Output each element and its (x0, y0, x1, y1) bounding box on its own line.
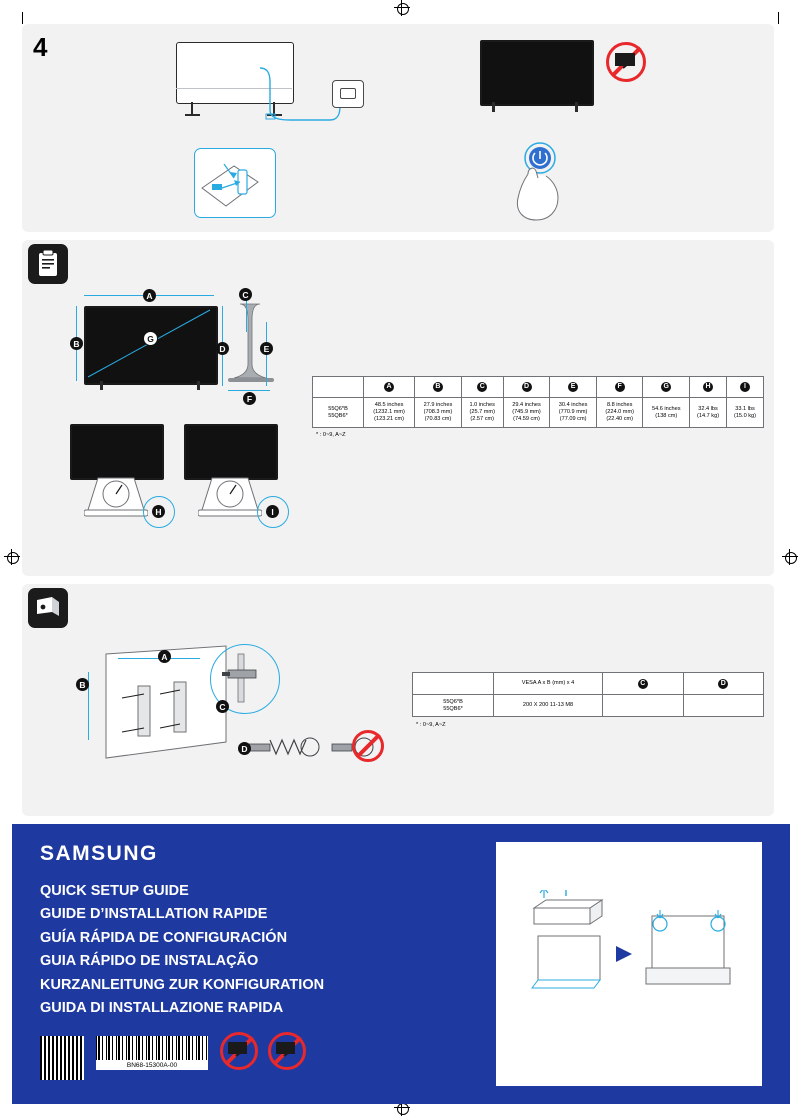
spec-table-row (313, 398, 764, 428)
tv-illustration-on (480, 40, 594, 106)
wall-label-c: C (216, 700, 229, 713)
spec-c-l3: (2.57 cm) (470, 415, 495, 422)
header-dot-e: E (568, 382, 578, 392)
header-dot-g: G (661, 382, 671, 392)
tv-dim-leg-right (197, 381, 200, 390)
barcode-text: BN68-15300A-00 (126, 1062, 178, 1069)
vesa-table-footnote: * : 0~9, A~Z (416, 722, 446, 728)
screw-detail-drawing (214, 648, 274, 708)
spec-b-l3: (70.83 cm) (424, 415, 452, 422)
vesa-model-line-1: 55Q6*B (443, 698, 463, 705)
title-de: KURZANLEITUNG ZUR KONFIGURATION (40, 976, 325, 993)
label-d: D (216, 342, 229, 355)
spec-header-g (643, 377, 690, 398)
spec-g-l1: 54.6 inches (651, 405, 681, 412)
vesa-dot-d: D (718, 679, 728, 689)
model-line-2: 55QB6* (328, 412, 348, 419)
tv-weight-with-stand (184, 424, 278, 480)
spec-header-e (550, 377, 597, 398)
spec-header-i (727, 377, 764, 398)
dimension-line-c (246, 298, 247, 332)
weight-scale-right (198, 476, 262, 528)
title-pt: GUIA RÁPIDO DE INSTALAÇÃO (40, 953, 259, 970)
spec-f-l2: (224.0 mm) (605, 409, 634, 415)
label-c: C (239, 288, 252, 301)
spec-d-l1: 29.4 inches (512, 402, 541, 409)
cover-unpack-illustration (520, 890, 740, 1040)
vesa-row-model (413, 695, 494, 717)
specs-icon-box (28, 244, 68, 284)
panel-step-4 (22, 24, 774, 232)
header-dot-c: C (477, 382, 487, 392)
label-a: A (143, 289, 156, 302)
spec-d-l2: (745.9 mm) (512, 409, 541, 415)
tv-foot-left (185, 114, 200, 116)
title-es: GUÍA RÁPIDA DE CONFIGURACIÓN (40, 929, 288, 946)
spec-header-a (364, 377, 415, 398)
spec-e-l3: (77.09 cm) (559, 415, 587, 422)
vesa-table-row (413, 695, 764, 717)
wall-label-d: D (238, 742, 251, 755)
cover-title-list (40, 880, 460, 1021)
label-i: I (266, 505, 279, 518)
spec-b-l1: 27.9 inches (423, 402, 453, 409)
title-fr: GUIDE D’INSTALLATION RAPIDE (40, 906, 268, 923)
spec-b-l2: (708.3 mm) (423, 409, 453, 415)
tv-on-leg-right (575, 102, 578, 112)
samsung-logo: SAMSUNG (40, 842, 158, 865)
model-line-1: 55Q6*B (328, 405, 348, 412)
crop-line-top-left (22, 12, 23, 24)
vesa-header-text: VESA A x B (mm) x 4 (521, 680, 575, 686)
spec-h-l1: 32.4 lbs (698, 405, 718, 412)
wall-mount-icon (28, 588, 68, 628)
spec-d-l3: (74.59 cm) (513, 415, 540, 422)
spec-cell-e (550, 398, 597, 428)
clipboard-icon (28, 244, 68, 284)
tv-dim-leg-left (100, 381, 103, 390)
cover-warning-inner-1 (226, 1038, 252, 1064)
spec-i-l1: 33.1 lbs (735, 405, 755, 412)
spec-table-header-row (313, 377, 764, 398)
spec-header-b (415, 377, 462, 398)
label-h: H (152, 505, 165, 518)
spec-c-l1: 1.0 inches (469, 402, 495, 409)
spec-f-l3: (22.40 cm) (606, 415, 634, 422)
specification-table (312, 376, 764, 428)
spec-table-footnote: * : 0~9, A~Z (316, 432, 346, 438)
spec-cell-d (503, 398, 550, 428)
spec-e-l1: 30.4 inches (558, 402, 588, 409)
no-touch-screen-inner-icon (612, 48, 640, 76)
spec-a-l2: (1232.1 mm) (373, 409, 405, 415)
vesa-header-size (494, 673, 603, 695)
spec-a-l1: 48.5 inches (374, 402, 404, 409)
vesa-header-blank (413, 673, 494, 695)
spec-header-f (596, 377, 643, 398)
vesa-dot-c: C (638, 679, 648, 689)
header-dot-d: D (522, 382, 532, 392)
label-b: B (70, 337, 83, 350)
tv-weight-panel-only (70, 424, 164, 480)
spec-e-l2: (770.9 mm) (558, 409, 588, 415)
spec-cell-a (364, 398, 415, 428)
cover-warning-inner-2 (274, 1038, 300, 1064)
spec-g-l2: (138 cm) (655, 412, 678, 419)
barcode (96, 1036, 208, 1070)
wall-outlet-socket (340, 88, 356, 99)
spec-header-h (690, 377, 727, 398)
wall-label-b: B (76, 678, 89, 691)
step-number: 4 (33, 32, 48, 62)
label-e: E (260, 342, 273, 355)
vesa-header-c (603, 673, 684, 695)
qr-code (40, 1036, 84, 1080)
spec-i-l2: (15.0 kg) (733, 412, 757, 419)
weight-scale-left (84, 476, 148, 528)
spec-header-d (503, 377, 550, 398)
registration-mark-left (4, 549, 20, 565)
spec-a-l3: (123.21 cm) (374, 415, 404, 422)
vesa-cell-c (603, 695, 684, 717)
header-dot-i: I (740, 382, 750, 392)
spec-f-l1: 8.8 inches (606, 402, 633, 409)
spec-cell-h (690, 398, 727, 428)
vesa-cell-d (683, 695, 764, 717)
vesa-table (412, 672, 764, 717)
spec-row-model (313, 398, 364, 428)
spec-header-c (461, 377, 503, 398)
spec-cell-c (461, 398, 503, 428)
wall-label-a: A (158, 650, 171, 663)
vesa-model-line-2: 55QB6* (443, 705, 463, 712)
wall-mount-icon-box (28, 588, 68, 628)
title-it: GUIDA DI INSTALLAZIONE RAPIDA (40, 1000, 284, 1017)
label-f: F (243, 392, 256, 405)
spec-header-blank (313, 377, 364, 398)
remote-power-button-illustration (498, 140, 578, 230)
header-dot-h: H (703, 382, 713, 392)
spec-cell-g (643, 398, 690, 428)
vesa-header-row (413, 673, 764, 695)
crop-line-top-right (778, 12, 779, 24)
vesa-cell-size: 200 X 200 11-13 M8 (494, 695, 603, 717)
spec-cell-b (415, 398, 462, 428)
registration-mark-top (394, 0, 410, 16)
spec-h-l2: (14.7 kg) (696, 412, 720, 419)
spec-c-l2: (25.7 mm) (469, 409, 495, 415)
spec-cell-i (727, 398, 764, 428)
spec-cell-f (596, 398, 643, 428)
registration-mark-right (782, 549, 798, 565)
no-spacer-warning-icon (352, 730, 384, 762)
header-dot-a: A (384, 382, 394, 392)
screw-spacer-ok-illustration (238, 728, 326, 772)
title-en: QUICK SETUP GUIDE (40, 883, 189, 899)
dimension-line-f (228, 390, 270, 391)
cable-clip-detail-drawing (194, 148, 274, 216)
header-dot-b: B (433, 382, 443, 392)
header-dot-f: F (615, 382, 625, 392)
tv-on-leg-left (492, 102, 495, 112)
barcode-bars (96, 1036, 208, 1060)
label-g: G (143, 331, 158, 346)
vesa-header-d (683, 673, 764, 695)
